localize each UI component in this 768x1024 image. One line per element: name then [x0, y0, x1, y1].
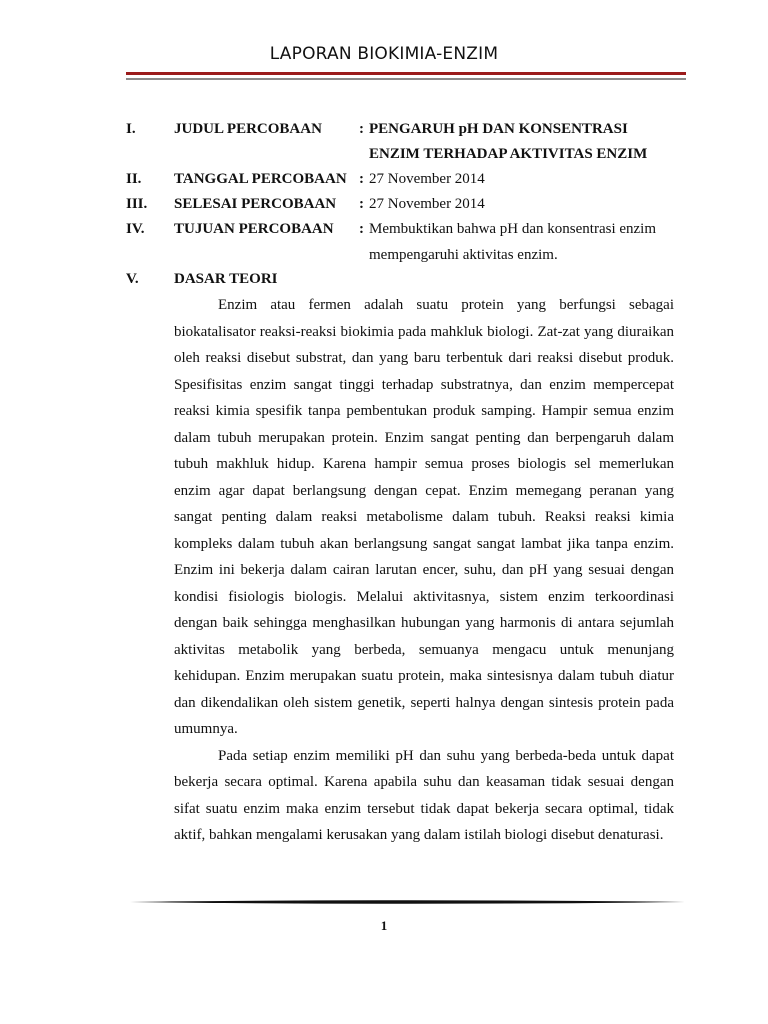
section-value: 27 November 2014 [369, 196, 485, 212]
section-separator: : [359, 121, 364, 137]
footer-rule [130, 899, 685, 905]
header-rule-gray [126, 78, 686, 80]
section-number: II. [126, 171, 142, 187]
section-separator: : [359, 196, 364, 212]
section-value-line: Membuktikan bahwa pH dan konsentrasi enzim [369, 221, 657, 237]
section-number: I. [126, 121, 136, 137]
paragraph: Pada setiap enzim memiliki pH dan suhu yang berbeda-beda untuk dapat bekerja secara optimal. Karena apabila suhu dan keasaman tidak sesuai dengan sifat suatu enzim maka enzim tersebut tidak dapat bekerja secara optimal, tidak aktif, bahkan mengalami kerusakan yang dalam istilah biologi disebut denaturasi. [174, 747, 674, 843]
section-label: TUJUAN PERCOBAAN [174, 221, 334, 237]
section-separator: : [359, 171, 364, 187]
section-separator: : [359, 221, 364, 237]
section-value-line: ENZIM TERHADAP AKTIVITAS ENZIM [369, 146, 648, 162]
section-number: IV. [126, 221, 145, 237]
header-rule-red [126, 72, 686, 75]
section-number: III. [126, 196, 148, 212]
section-label: TANGGAL PERCOBAAN [174, 171, 347, 187]
section-value-line: mempengaruhi aktivitas enzim. [369, 247, 558, 263]
section-label: DASAR TEORI [174, 271, 278, 287]
page-number: 1 [380, 918, 388, 933]
section-value: 27 November 2014 [369, 171, 485, 187]
page-title: LAPORAN BIOKIMIA-ENZIM [269, 44, 499, 64]
dasar-teori-body [174, 292, 674, 849]
section-label: SELESAI PERCOBAAN [174, 196, 337, 212]
section-number: V. [126, 271, 139, 287]
section-label: JUDUL PERCOBAAN [174, 121, 322, 137]
paragraph: Enzim atau fermen adalah suatu protein yang berfungsi sebagai biokatalisator reaksi-reaksi biokimia pada mahkluk biologi. Zat-zat yang diuraikan oleh reaksi disebut substrat, dan yang baru terbentuk dari reaksi disebut produk. Spesifisitas enzim sangat tinggi terhadap substratnya, dan enzim mempercepat reaksi kimia spesifik tanpa pembentukan produk samping. Hampir semua enzim dalam tubuh merupakan protein. Enzim sangat penting dan berpengaruh dalam tubuh makhluk hidup. Karena hampir semua proses biologis sel memerlukan enzim agar dapat berlangsung dengan cepat. Enzim memegang peranan yang sangat penting dalam reaksi metabolisme dalam tubuh. Reaksi reaksi kimia kompleks dalam tubuh akan berlangsung sangat sangat lambat jika tanpa enzim. Enzim ini bekerja dalam cairan larutan encer, suhu, dan pH yang sesuai dengan kondisi fisiologis biologis. Melalui aktivitasnya, sistem enzim terkoordinasi dengan baik sehingga menghasilkan hubungan yang harmonis di antara sejumlah aktivitas metabolik yang berbeda, semuanya mengacu untuk menunjang kehidupan. Enzim merupakan suatu protein, maka sintesisnya dalam tubuh diatur dan dikendalikan oleh sistem genetik, seperti halnya dengan sintesis protein pada umumnya. [174, 297, 674, 737]
section-value-line: PENGARUH pH DAN KONSENTRASI [369, 121, 628, 137]
